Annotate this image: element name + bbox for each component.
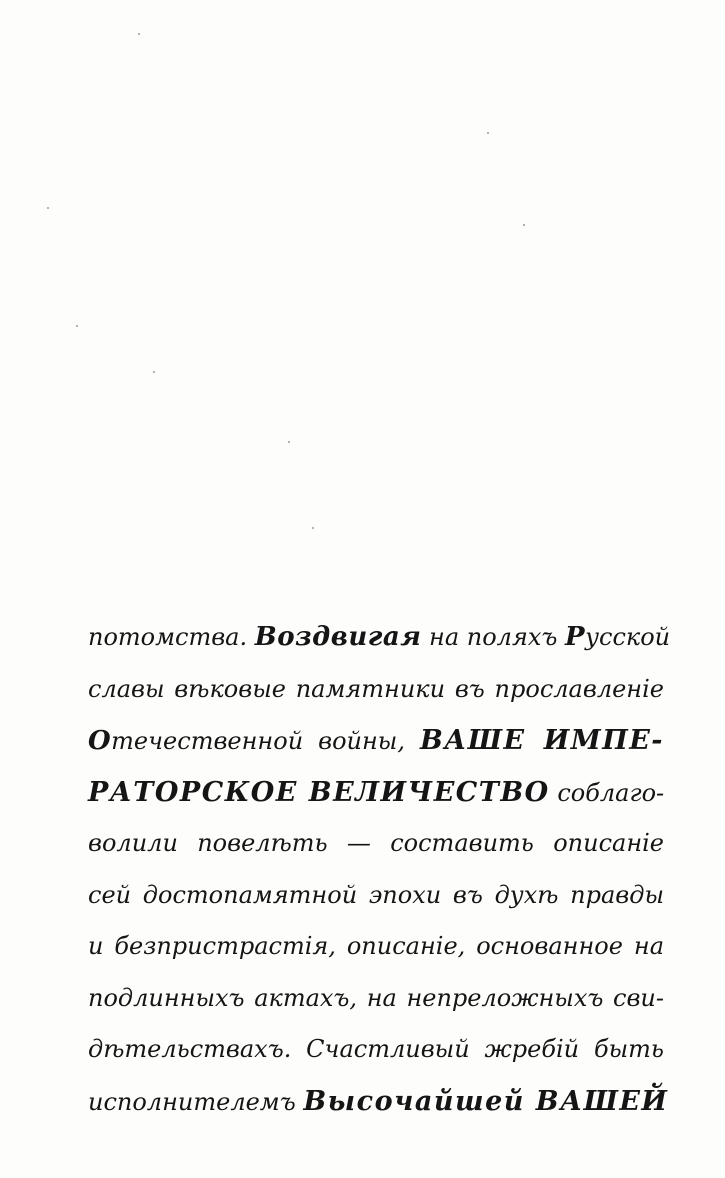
text-line: потомства. Воздвигая на поляхъ Русской [88,622,671,652]
text-line: Отечественной войны, ВАШЕ ИМПЕ- [88,725,664,756]
text-line: волили повелѣть — составить описаніе [88,829,664,857]
body-text [88,612,671,1127]
emphasized-text: РАТОРСКОЕ ВЕЛИЧЕСТВО [88,776,550,808]
text-line: и безпристрастія, описаніе, основанное на [88,932,664,960]
emphasized-text: ВАШЕ ИМПЕ- [419,725,664,756]
emphasized-text: О [88,726,112,756]
text-line: дѣтельствахъ. Счастливый жребій быть [88,1035,664,1063]
text-line: подлинныхъ актахъ, на непреложныхъ сви- [88,983,664,1012]
text-line: исполнителемъ Высочайшей ВАШЕЙ [88,1085,669,1117]
emphasized-text: Высочайшей ВАШЕЙ [303,1085,669,1117]
emphasized-text: Воздвигая [254,622,422,652]
emphasized-text: Р [565,622,586,652]
text-line: славы вѣковые памятники въ прославленіе [88,674,664,703]
text-line: РАТОРСКОЕ ВЕЛИЧЕСТВО соблаго- [88,776,665,808]
text-line: сей достопамятной эпохи въ духѣ правды [88,880,664,909]
